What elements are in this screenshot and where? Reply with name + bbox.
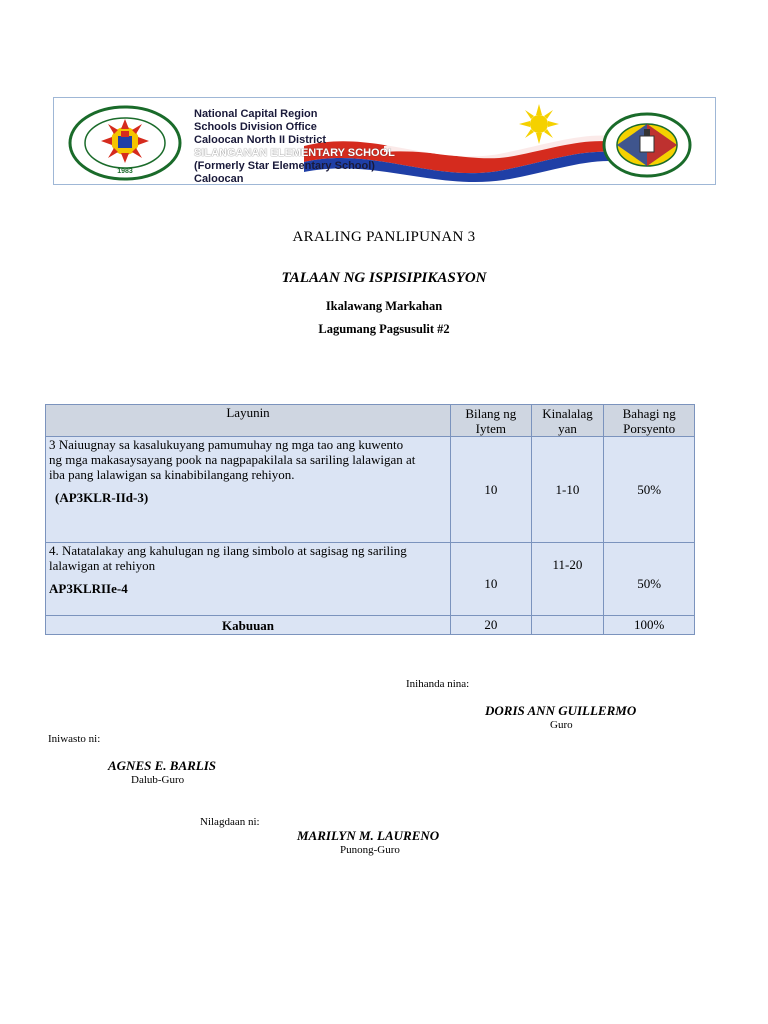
signed-by-label: Nilagdaan ni: — [200, 816, 260, 828]
quarter-label: Ikalawang Markahan — [325, 299, 443, 313]
header-location: Kinalalag yan — [531, 405, 604, 437]
location-cell: 1-10 — [531, 437, 604, 543]
header-line: Caloocan — [194, 173, 244, 185]
header-line: National Capital Region — [194, 108, 318, 120]
header-line: (Formerly Star Elementary School) — [194, 160, 375, 172]
total-row — [46, 616, 695, 635]
table-row — [46, 543, 695, 616]
prepared-by-role: Guro — [550, 719, 573, 731]
competency-code: AP3KLRIIe-4 — [49, 581, 128, 596]
header-items: Bilang ng Iytem — [451, 405, 532, 437]
signed-by-role: Punong-Guro — [340, 844, 400, 856]
specification-table — [45, 404, 695, 635]
table-header-row — [46, 405, 695, 437]
checked-by-role: Dalub-Guro — [131, 774, 185, 786]
header-objective: Layunin — [46, 405, 451, 437]
objective-text: 4. Natatalakay ang kahulugan ng ilang simbolo at sagisag ng sariling lalawigan at rehiyon — [49, 543, 407, 573]
checked-by-name: AGNES E. BARLIS — [108, 758, 217, 773]
total-percent: 100% — [604, 616, 695, 635]
location-cell: 11-20 — [531, 543, 604, 616]
total-items: 20 — [451, 616, 532, 635]
signed-by-name: MARILYN M. LAURENO — [297, 828, 440, 843]
objective-text: 3 Naiuugnay sa kasalukuyang pamumuhay ng mga tao ang kuwento ng mga makasaysayang pook na nagpapakilala sa sariling lalawigan at iba pang lalawigan sa kinabibilangang rehiyon. — [49, 437, 416, 482]
percent-cell: 50% — [604, 437, 695, 543]
header-line: Caloocan North II District — [194, 134, 327, 146]
items-cell: 10 — [451, 543, 532, 616]
header-percent: Bahagi ng Porsyento — [604, 405, 695, 437]
header-line: Schools Division Office — [194, 121, 317, 133]
division-seal-icon — [602, 112, 692, 178]
total-location — [531, 616, 604, 635]
document-title: TALAAN NG ISPISIPIKASYON — [281, 270, 487, 286]
school-seal-icon — [68, 105, 183, 181]
prepared-by-label: Inihanda nina: — [406, 678, 470, 690]
percent-cell: 50% — [604, 543, 695, 616]
header-text — [194, 108, 395, 185]
header-banner — [53, 97, 716, 185]
subject-title: ARALING PANLIPUNAN 3 — [292, 229, 476, 245]
prepared-by-name: DORIS ANN GUILLERMO — [485, 703, 637, 718]
objective-cell — [46, 543, 451, 616]
total-label: Kabuuan — [46, 616, 451, 635]
header-line: SILANGANAN ELEMENTARY SCHOOL — [194, 147, 395, 159]
svg-text:1983: 1983 — [117, 168, 133, 175]
objective-cell — [46, 437, 451, 543]
table-row — [46, 437, 695, 543]
items-cell: 10 — [451, 437, 532, 543]
test-label: Lagumang Pagsusulit #2 — [318, 322, 450, 336]
checked-by-label: Iniwasto ni: — [48, 733, 101, 745]
competency-code: (AP3KLR-IId-3) — [55, 490, 149, 505]
